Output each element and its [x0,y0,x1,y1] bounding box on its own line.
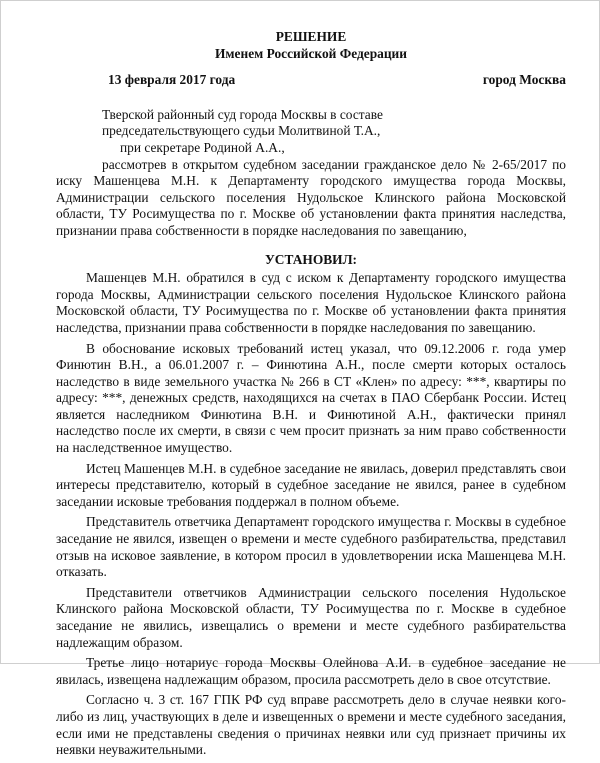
court-composition [56,107,566,157]
document-subtitle: Именем Российской Федерации [215,45,407,61]
intro-paragraph: рассмотрев в открытом судебном заседании гражданское дело № 2-65/2017 по иску Машенцева М.Н. к Департаменту городского имущества города Москвы, Администрации сельского поселения Нудольское Клинского района Московской области, ТУ Росимущества по г. Москве об установлении факта принятия наследства, признании права собственности в порядке наследования по завещанию, [56,156,566,238]
decision-date: 13 февраля 2017 года [108,72,236,88]
court-line: Тверской районный суд города Москвы в составе [102,106,383,122]
body-paragraph: Третье лицо нотариус города Москвы Олейнова А.И. в судебное заседание не явилась, извещена надлежащим образом, просила рассмотреть дело в свое отсутствие. [56,655,566,687]
document-title: РЕШЕНИЕ [275,29,347,44]
body-paragraph: Истец Машенцев М.Н. в судебное заседание не явилась, доверил представлять свои интересы представителю, который в судебное заседание не явился, ранее в судебном заседании исковые требования поддержал в полном объеме. [56,460,566,509]
body-paragraph: Представители ответчиков Администрации сельского поселения Нудольское Клинского района Московской области, ТУ Росимущества по г. Москве в судебное заседание не явились, извещались о времени и месте судебного разбирательства надлежащим образом. [56,584,566,650]
court-line: при секретаре Родиной А.А., [120,139,285,155]
decision-city: город Москва [482,72,566,88]
body-paragraph: Машенцев М.Н. обратился в суд с иском к Департаменту городского имущества города Москвы, Администрации сельского поселения Нудольское Клинского района Московской области, ТУ Росимущества по г. Москве об установлении факта принятия наследства, признании права собственности в порядке наследования по завещанию. [56,270,566,335]
body-paragraph: В обоснование исковых требований истец указал, что 09.12.2006 г. года умер Финютин В.Н., а 06.01.2007 г. – Финютина А.Н., после смерти которых осталось наследство в виде земельного участка № 266 в СТ «Клен» по адресу: ***, квартиры по адресу: ***, денежных средств, находящихся на счетах в ПАО Сбербанк России. Истец является наследником Финютина В.Н. и Финютиной А.Н., фактически принял наследство после их смерти, в связи с чем просит признать за ним право собственности на наследственное имущество. [56,340,566,456]
court-decision-document [56,29,566,763]
court-line: председательствующего судьи Молитвиной Т.А., [102,123,381,139]
date-city-row [56,72,566,89]
body-paragraph: Согласно ч. 3 ст. 167 ГПК РФ суд вправе рассмотреть дело в случае неявки кого-либо из лиц, участвующих в деле и извещенных о времени и месте судебного заседания, если ими не представлены сведения о причинах неявки или суд признает причины их неявки неуважительными. [56,692,566,758]
section-heading: УСТАНОВИЛ: [264,251,358,267]
body-paragraph: Представитель ответчика Департамент городского имущества г. Москвы в судебное заседание не явился, извещен о времени и месте судебного разбирательства, представил отзыв на исковое заявление, в котором просил в удовлетворении иска Машенцева М.Н. отказать. [56,514,566,580]
